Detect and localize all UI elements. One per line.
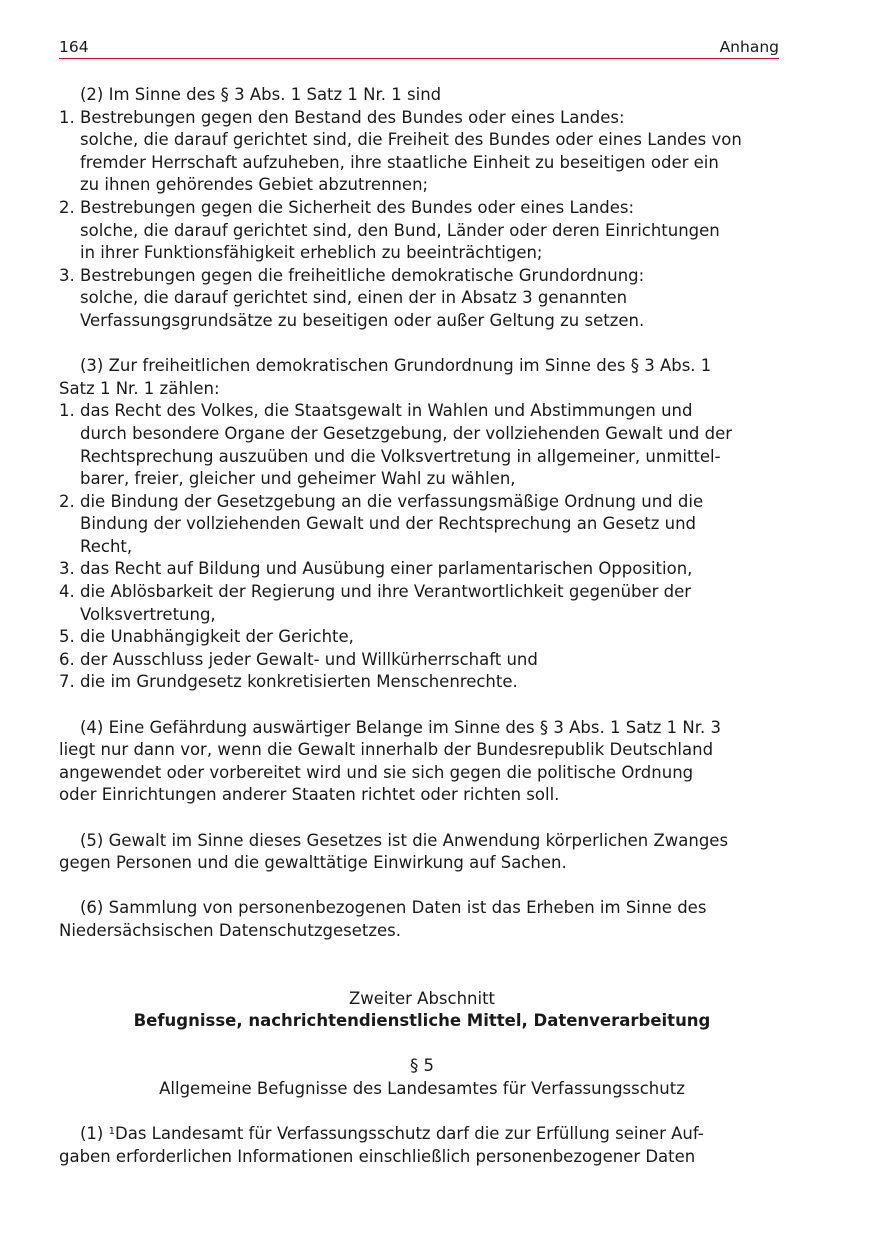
- para-3-intro: [59, 355, 785, 400]
- list-line: durch besondere Organe der Gesetzgebung, der vollziehenden Gewalt und der: [80, 423, 733, 443]
- text-line: (6) Sammlung von personenbezogenen Daten ist das Erheben im Sinne des: [80, 898, 707, 918]
- text-line: Niedersächsischen Datenschutzgesetzes.: [59, 920, 401, 940]
- list-line: Recht,: [80, 536, 133, 556]
- list-number: 1.: [59, 107, 75, 127]
- list-item: [59, 107, 785, 197]
- para-3-list: [59, 400, 785, 694]
- list-number: 2.: [59, 491, 75, 511]
- list-line: die im Grundgesetz konkretisierten Menschenrechte.: [80, 672, 518, 692]
- sentence-number: 1: [108, 1126, 115, 1138]
- list-line: der Ausschluss jeder Gewalt- und Willkürherrschaft und: [80, 649, 538, 669]
- list-number: 3.: [59, 265, 75, 285]
- page-body: [59, 84, 785, 1168]
- text-line: (5) Gewalt im Sinne dieses Gesetzes ist die Anwendung körperlichen Zwanges: [80, 830, 729, 850]
- list-item: [59, 626, 785, 649]
- text-line: gaben erforderlichen Informationen einschließlich personenbezogener Daten: [59, 1146, 696, 1166]
- running-section-title: Anhang: [719, 38, 779, 56]
- list-number: 1.: [59, 401, 75, 421]
- list-line: Bestrebungen gegen die Sicherheit des Bundes oder eines Landes:: [80, 197, 635, 217]
- list-item: [59, 491, 785, 559]
- section-label: Zweiter Abschnitt: [348, 988, 496, 1008]
- list-number: 7.: [59, 672, 75, 692]
- list-number: 4.: [59, 582, 75, 602]
- list-number: 2.: [59, 197, 75, 217]
- paragraph-number: § 5: [410, 1056, 434, 1076]
- para-5: [59, 830, 785, 875]
- para-2-list: [59, 107, 785, 333]
- text-line: [59, 1123, 785, 1146]
- list-line: Volksvertretung,: [80, 604, 216, 624]
- list-item: [59, 671, 785, 694]
- list-item: [59, 265, 785, 333]
- subsection-marker: (1): [80, 1124, 109, 1144]
- text-line: (3) Zur freiheitlichen demokratischen Grundordnung im Sinne des § 3 Abs. 1: [80, 356, 712, 376]
- list-number: 6.: [59, 649, 75, 669]
- list-item: [59, 197, 785, 265]
- text-line: oder Einrichtungen anderer Staaten richtet oder richten soll.: [59, 785, 560, 805]
- paragraph-5-text: [59, 1123, 785, 1168]
- list-line: die Bindung der Gesetzgebung an die verfassungsmäßige Ordnung und die: [80, 491, 704, 511]
- para-6: [59, 897, 785, 942]
- list-line: die Unabhängigkeit der Gerichte,: [80, 627, 354, 647]
- list-line: das Recht des Volkes, die Staatsgewalt in Wahlen und Abstimmungen und: [80, 401, 693, 421]
- list-line: in ihrer Funktionsfähigkeit erheblich zu beeinträchtigen;: [80, 243, 543, 263]
- list-line: solche, die darauf gerichtet sind, den Bund, Länder oder deren Einrichtungen: [80, 220, 720, 240]
- list-item: [59, 558, 785, 581]
- list-item: [59, 581, 785, 626]
- list-line: zu ihnen gehörendes Gebiet abzutrennen;: [80, 175, 429, 195]
- text-line: Satz 1 Nr. 1 zählen:: [59, 378, 220, 398]
- list-line: Bestrebungen gegen den Bestand des Bundes oder eines Landes:: [80, 107, 625, 127]
- section-title: Befugnisse, nachrichtendienstliche Mittel, Datenverarbeitung: [133, 1011, 711, 1031]
- list-number: 3.: [59, 559, 75, 579]
- para-4: [59, 717, 785, 807]
- text-span: Das Landesamt für Verfassungsschutz darf die zur Erfüllung seiner Auf-: [115, 1124, 704, 1144]
- list-line: Rechtsprechung auszuüben und die Volksvertretung in allgemeiner, unmittel-: [80, 446, 721, 466]
- text-line: gegen Personen und die gewalttätige Einwirkung auf Sachen.: [59, 853, 567, 873]
- list-line: Bestrebungen gegen die freiheitliche demokratische Grundordnung:: [80, 265, 645, 285]
- list-line: Bindung der vollziehenden Gewalt und der Rechtsprechung an Gesetz und: [80, 514, 697, 534]
- text-line: liegt nur dann vor, wenn die Gewalt innerhalb der Bundesrepublik Deutschland: [59, 740, 714, 760]
- list-line: fremder Herrschaft aufzuheben, ihre staatliche Einheit zu beseitigen oder ein: [80, 152, 719, 172]
- list-line: solche, die darauf gerichtet sind, einen der in Absatz 3 genannten: [80, 288, 628, 308]
- list-line: Verfassungsgrundsätze zu beseitigen oder außer Geltung zu setzen.: [80, 310, 645, 330]
- list-line: solche, die darauf gerichtet sind, die Freiheit des Bundes oder eines Landes von: [80, 130, 742, 150]
- text-line: angewendet oder vorbereitet wird und sie sich gegen die politische Ordnung: [59, 762, 694, 782]
- page-header: [59, 36, 779, 59]
- text-line: (4) Eine Gefährdung auswärtiger Belange im Sinne des § 3 Abs. 1 Satz 1 Nr. 3: [80, 717, 722, 737]
- list-line: die Ablösbarkeit der Regierung und ihre Verantwortlichkeit gegenüber der: [80, 582, 692, 602]
- list-line: barer, freier, gleicher und geheimer Wahl zu wählen,: [80, 469, 516, 489]
- para-2-intro: (2) Im Sinne des § 3 Abs. 1 Satz 1 Nr. 1 sind: [80, 85, 442, 104]
- list-item: [59, 649, 785, 672]
- page-number: 164: [59, 38, 89, 56]
- list-line: das Recht auf Bildung und Ausübung einer parlamentarischen Opposition,: [80, 559, 693, 579]
- list-number: 5.: [59, 627, 75, 647]
- list-item: [59, 400, 785, 490]
- paragraph-title: Allgemeine Befugnisse des Landesamtes für Verfassungsschutz: [159, 1078, 685, 1098]
